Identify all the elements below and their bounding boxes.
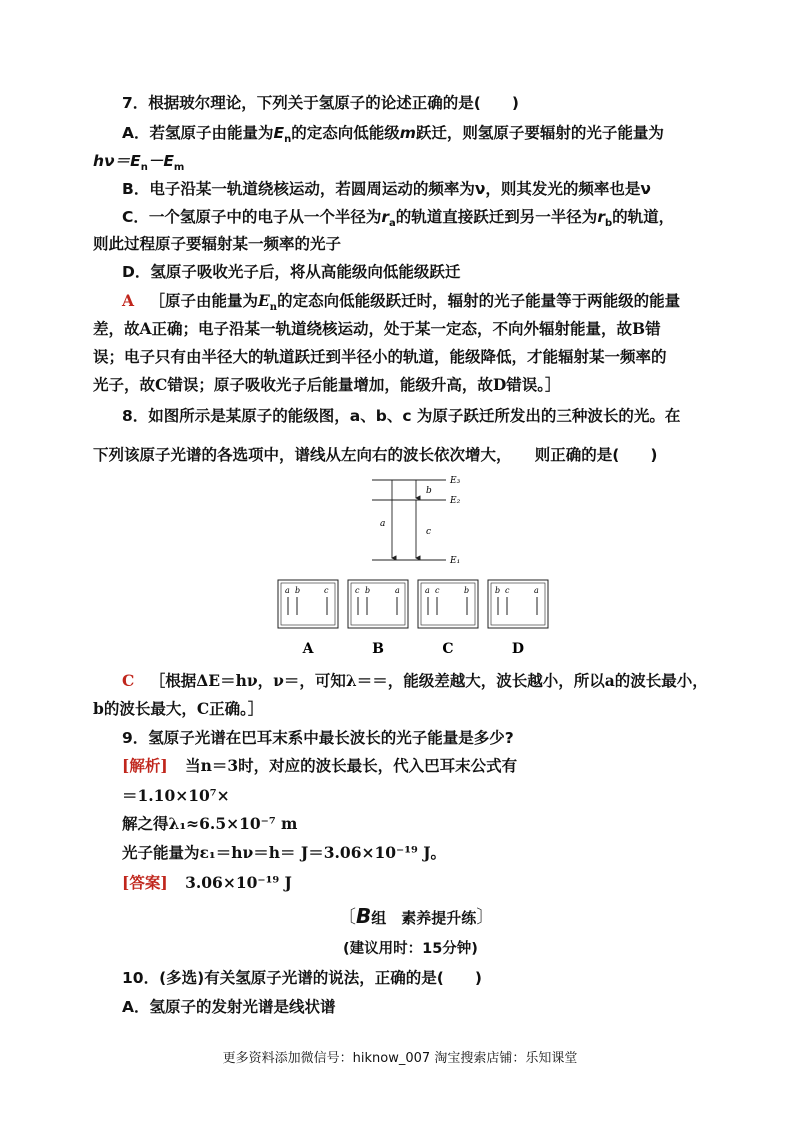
q9-stem: 9．氢原子光谱在巴耳末系中最长波长的光子能量是多少? xyxy=(122,729,514,747)
spectrum-d-label: D xyxy=(511,641,525,657)
q7-c-ra: r xyxy=(381,208,390,226)
q7-option-d: D．氢原子吸收光子后，将从高能级向低能级跃迁 xyxy=(122,263,461,281)
q7-a-n: n xyxy=(284,134,292,146)
spectrum-a xyxy=(278,580,338,628)
q7-exp-1a: ［原子由能量为 xyxy=(149,291,258,310)
q7-formula-n: n xyxy=(140,162,148,174)
q8-stem-1: 8．如图所示是某原子的能级图，a、b、c 为原子跃迁所发出的三种波长的光。在 xyxy=(122,407,681,425)
spectrum-c xyxy=(418,580,478,628)
spec-a-l1: a xyxy=(285,586,290,595)
q8-exp-1: ［根据ΔE＝hν，ν＝，可知λ＝＝，能级差越大，波长越小，所以a的波长最小， xyxy=(149,671,708,690)
spec-c-l3: b xyxy=(464,586,470,595)
spectrum-b-label: B xyxy=(372,641,384,657)
q7-exp-1b: 的定态向低能级跃迁时，辐射的光子能量等于两能级的能量 xyxy=(277,291,681,310)
q8-stem-2: 下列该原子光谱的各选项中，谱线从左向右的波长依次增大， 则正确的是( ) xyxy=(93,446,658,464)
q7-option-a-formula xyxy=(93,150,184,179)
q7-c-text-3: 的轨道， xyxy=(612,208,675,226)
q7-exp-n: n xyxy=(269,302,278,314)
spec-b-l3: a xyxy=(395,586,400,595)
q7-c-text-1: C．一个氢原子中的电子从一个半径为 xyxy=(122,208,382,226)
energy-level-figure xyxy=(268,470,558,660)
section-b-title: 组 素养提升练 xyxy=(371,909,477,927)
q7-a-text-3: 跃迁，则氢原子要辐射的光子能量为 xyxy=(415,124,664,142)
q7-option-c xyxy=(122,206,674,235)
q7-option-a xyxy=(122,122,664,151)
spec-c-l1: a xyxy=(425,586,430,595)
q7-a-text-2: 的定态向低能级 xyxy=(291,124,400,142)
q7-option-c-cont: 则此过程原子要辐射某一频率的光子 xyxy=(93,235,342,253)
q7-a-m: m xyxy=(399,124,416,142)
q7-explanation-2: 差，故A正确；电子沿某一轨道绕核运动，处于某一定态，不向外辐射能量，故B错 xyxy=(93,319,661,338)
spectrum-b xyxy=(348,580,408,628)
arrow-b-label: b xyxy=(426,486,432,496)
q9-jiexi-2: ＝1.10×10⁷× xyxy=(122,786,230,805)
q7-explanation-1 xyxy=(122,290,680,319)
arrow-c-label: c xyxy=(426,527,432,537)
q7-exp-e: E xyxy=(257,291,270,310)
spec-d-l2: c xyxy=(505,586,510,595)
spec-b-l1: c xyxy=(355,586,360,595)
q9-answer-tag: [答案] xyxy=(122,873,168,892)
q8-explanation-2: b的波长最大，C正确。］ xyxy=(93,699,264,718)
q9-jiexi-4: 光子能量为ε₁＝hν＝h＝ J＝3.06×10⁻¹⁹ J。 xyxy=(122,843,447,862)
level-e3-label: E₃ xyxy=(450,476,461,486)
q8-answer-letter: C xyxy=(122,671,135,690)
q7-formula-rest: －E xyxy=(147,152,174,170)
q10-option-a: A．氢原子的发射光谱是线状谱 xyxy=(122,998,336,1016)
page-footer: 更多资料添加微信号：hiknow_007 淘宝搜索店铺：乐知课堂 xyxy=(222,1051,578,1066)
section-b-time: (建议用时：15分钟) xyxy=(343,941,478,957)
q10-stem: 10．(多选)有关氢原子光谱的说法，正确的是( ) xyxy=(122,969,482,987)
q9-jiexi-3: 解之得λ₁≈6.5×10⁻⁷ m xyxy=(122,814,298,833)
q7-c-text-2: 的轨道直接跃迁到另一半径为 xyxy=(395,208,598,226)
q7-a-en: E xyxy=(273,124,285,142)
section-b-letter: B xyxy=(356,904,372,928)
spec-c-l2: c xyxy=(435,586,440,595)
arrow-a-label: a xyxy=(380,519,386,529)
spec-a-l2: b xyxy=(295,586,301,595)
level-e2-label: E₂ xyxy=(450,496,461,506)
q7-formula-m: m xyxy=(173,162,185,174)
q7-a-text-1: A．若氢原子由能量为 xyxy=(122,124,274,142)
level-e1-label: E₁ xyxy=(450,556,461,566)
q7-stem: 7．根据玻尔理论，下列关于氢原子的论述正确的是( ) xyxy=(122,94,519,112)
q9-jiexi-l1: 当n＝3时，对应的波长最长，代入巴耳末公式有 xyxy=(185,756,518,775)
q8-explanation-1 xyxy=(122,670,708,692)
q9-jiexi-1 xyxy=(122,755,517,777)
spectrum-d xyxy=(488,580,548,628)
q9-jiexi-tag: [解析] xyxy=(122,756,168,775)
q7-c-a: a xyxy=(389,218,396,230)
spec-a-l3: c xyxy=(324,586,329,595)
q7-formula-main: hν＝E xyxy=(93,152,141,170)
spec-d-l3: a xyxy=(534,586,539,595)
spectrum-a-label: A xyxy=(302,641,314,657)
spectrum-c-label: C xyxy=(442,641,454,657)
q9-answer xyxy=(122,872,292,894)
spec-b-l2: b xyxy=(365,586,371,595)
spec-d-l1: b xyxy=(495,586,501,595)
section-b-banner: 〔B组 素养提升练〕 xyxy=(338,904,495,928)
q9-answer-value: 3.06×10⁻¹⁹ J xyxy=(185,873,292,892)
q7-option-b: B．电子沿某一轨道绕核运动，若圆周运动的频率为ν，则其发光的频率也是ν xyxy=(122,180,651,198)
q7-explanation-3: 误；电子只有由半径大的轨道跃迁到半径小的轨道，能级降低，才能辐射某一频率的 xyxy=(93,347,667,366)
q7-c-rb: r xyxy=(597,208,605,226)
q7-answer-letter: A xyxy=(122,291,135,310)
q7-explanation-4: 光子，故C错误；原子吸收光子后能量增加，能级升高，故D错误。］ xyxy=(93,375,561,394)
q7-c-b: b xyxy=(604,218,613,230)
